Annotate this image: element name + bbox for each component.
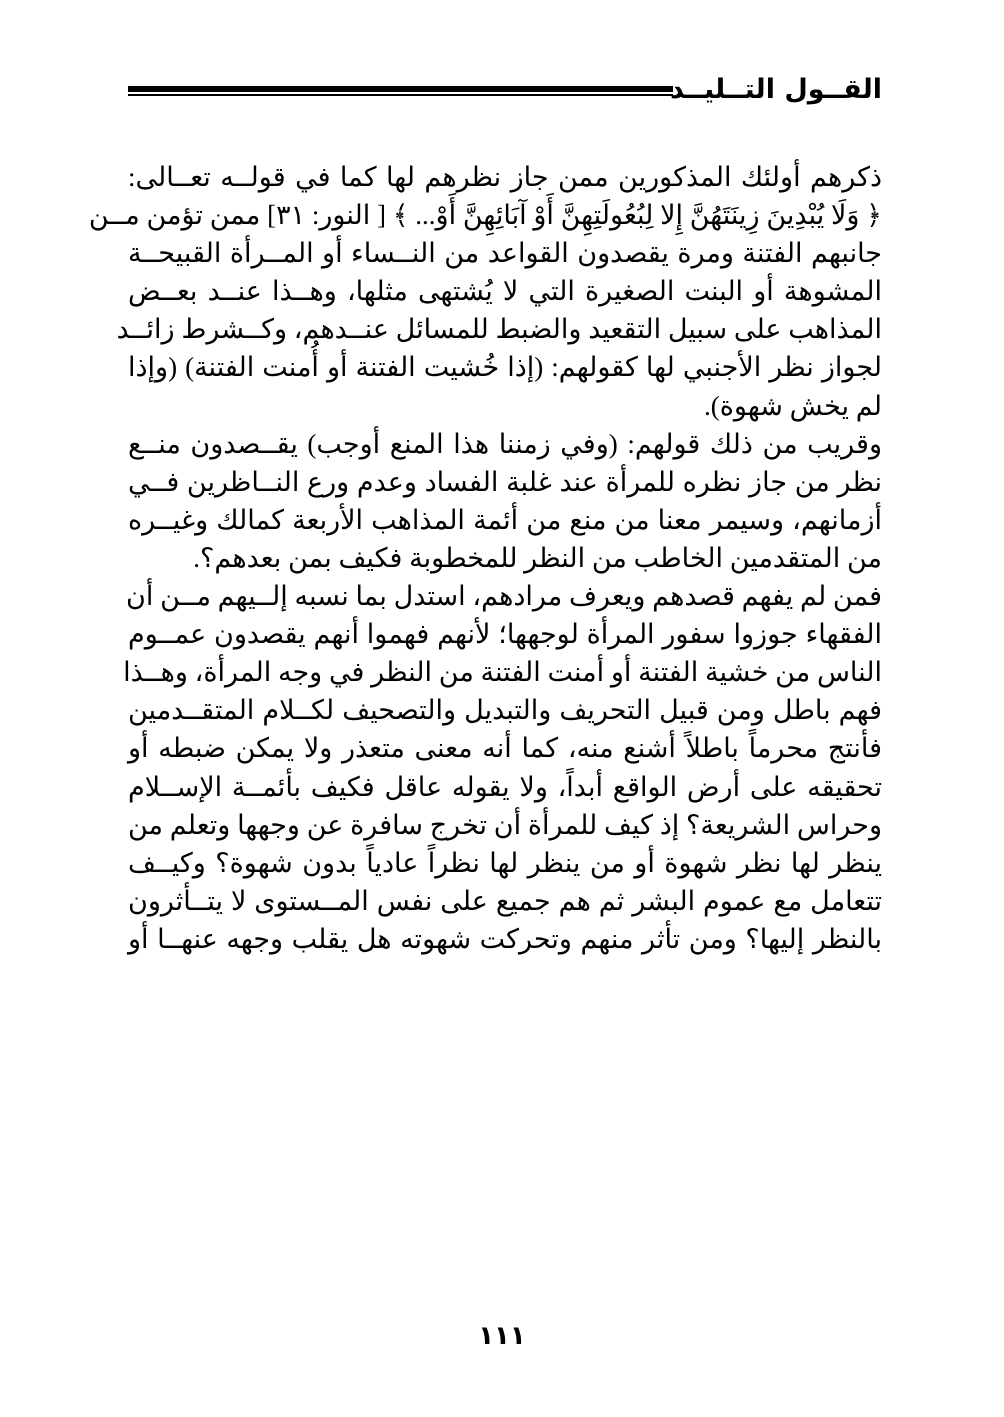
- text-line: فهم باطل ومن قبيل التحريف والتبديل والتصحيف لكــلام المتقــدمين: [128, 695, 882, 726]
- text-line: تحقيقه على أرض الواقع أبداً، ولا يقوله عاقل فكيف بأئمــة الإســلام: [128, 771, 882, 802]
- text-line-with-quran-verse: ﴿ وَلَا يُبْدِينَ زِينَتَهُنَّ إِلا لِبُعُولَتِهِنَّ أَوْ آبَائِهِنَّ أَوْ... ﴾ [ النور: ٣١] ممن تؤمن مــن: [88, 200, 882, 231]
- text-line: وحراس الشريعة؟ إذ كيف للمرأة أن تخرج سافرة عن وجهها وتعلم من: [128, 809, 882, 840]
- page-body: [88, 158, 882, 958]
- text-line: الناس من خشية الفتنة أو أمنت الفتنة من النظر في وجه المرأة، وهــذا: [123, 657, 882, 688]
- text-line: أزمانهم، وسيمر معنا من منع من أئمة المذاهب الأربعة كمالك وغيــره: [128, 504, 882, 535]
- text-line: المشوهة أو البنت الصغيرة التي لا يُشتهى مثلها، وهــذا عنــد بعــض: [128, 276, 882, 307]
- paragraph-1: [88, 158, 882, 425]
- text-line: بالنظر إليها؟ ومن تأثر منهم وتحركت شهوته هل يقلب وجهه عنهــا أو: [128, 923, 882, 954]
- text-line: من المتقدمين الخاطب من النظر للمخطوبة فكيف بمن بعدهم؟.: [193, 542, 882, 573]
- header-title: القــول التــليــد: [669, 74, 882, 105]
- text-line: وقريب من ذلك قولهم: (وفي زمننا هذا المنع أوجب) يقــصدون منــع: [128, 428, 882, 459]
- text-line: المذاهب على سبيل التقعيد والضبط للمسائل عنــدهم، وكــشرط زائــد: [116, 314, 882, 345]
- text-line: ذكرهم أولئك المذكورين ممن جاز نظرهم لها كما في قولــه تعــالى:: [128, 162, 882, 192]
- text-line: جانبهم الفتنة ومرة يقصدون القواعد من النــساء أو المــرأة القبيحــة: [128, 238, 882, 269]
- text-line: نظر من جاز نظره للمرأة عند غلبة الفساد وعدم ورع النــاظرين فــي: [128, 466, 882, 497]
- header-rule: [128, 86, 673, 96]
- paragraph-3: [123, 577, 882, 958]
- text-line: فأنتج محرماً باطلاً أشنع منه، كما أنه معنى متعذر ولا يمكن ضبطه أو: [128, 733, 882, 764]
- text-line: لم يخش شهوة).: [704, 390, 882, 421]
- text-line: فمن لم يفهم قصدهم ويعرف مرادهم، استدل بما نسبه إلــيهم مــن أن: [126, 581, 882, 612]
- text-line: لجواز نظر الأجنبي لها كقولهم: (إذا خُشيت الفتنة أو أُمنت الفتنة) (وإذا: [128, 352, 882, 383]
- paragraph-2: [128, 425, 882, 577]
- running-header: [128, 72, 882, 112]
- text-line: ينظر لها نظر شهوة أو من ينظر لها نظراً عادياً بدون شهوة؟ وكيــف: [128, 847, 882, 878]
- page-number: ١١١: [478, 1321, 526, 1351]
- text-line: تتعامل مع عموم البشر ثم هم جميع على نفس المــستوى لا يتــأثرون: [128, 885, 882, 916]
- text-line: الفقهاء جوزوا سفور المرأة لوجهها؛ لأنهم فهموا أنهم يقصدون عمــوم: [128, 619, 882, 650]
